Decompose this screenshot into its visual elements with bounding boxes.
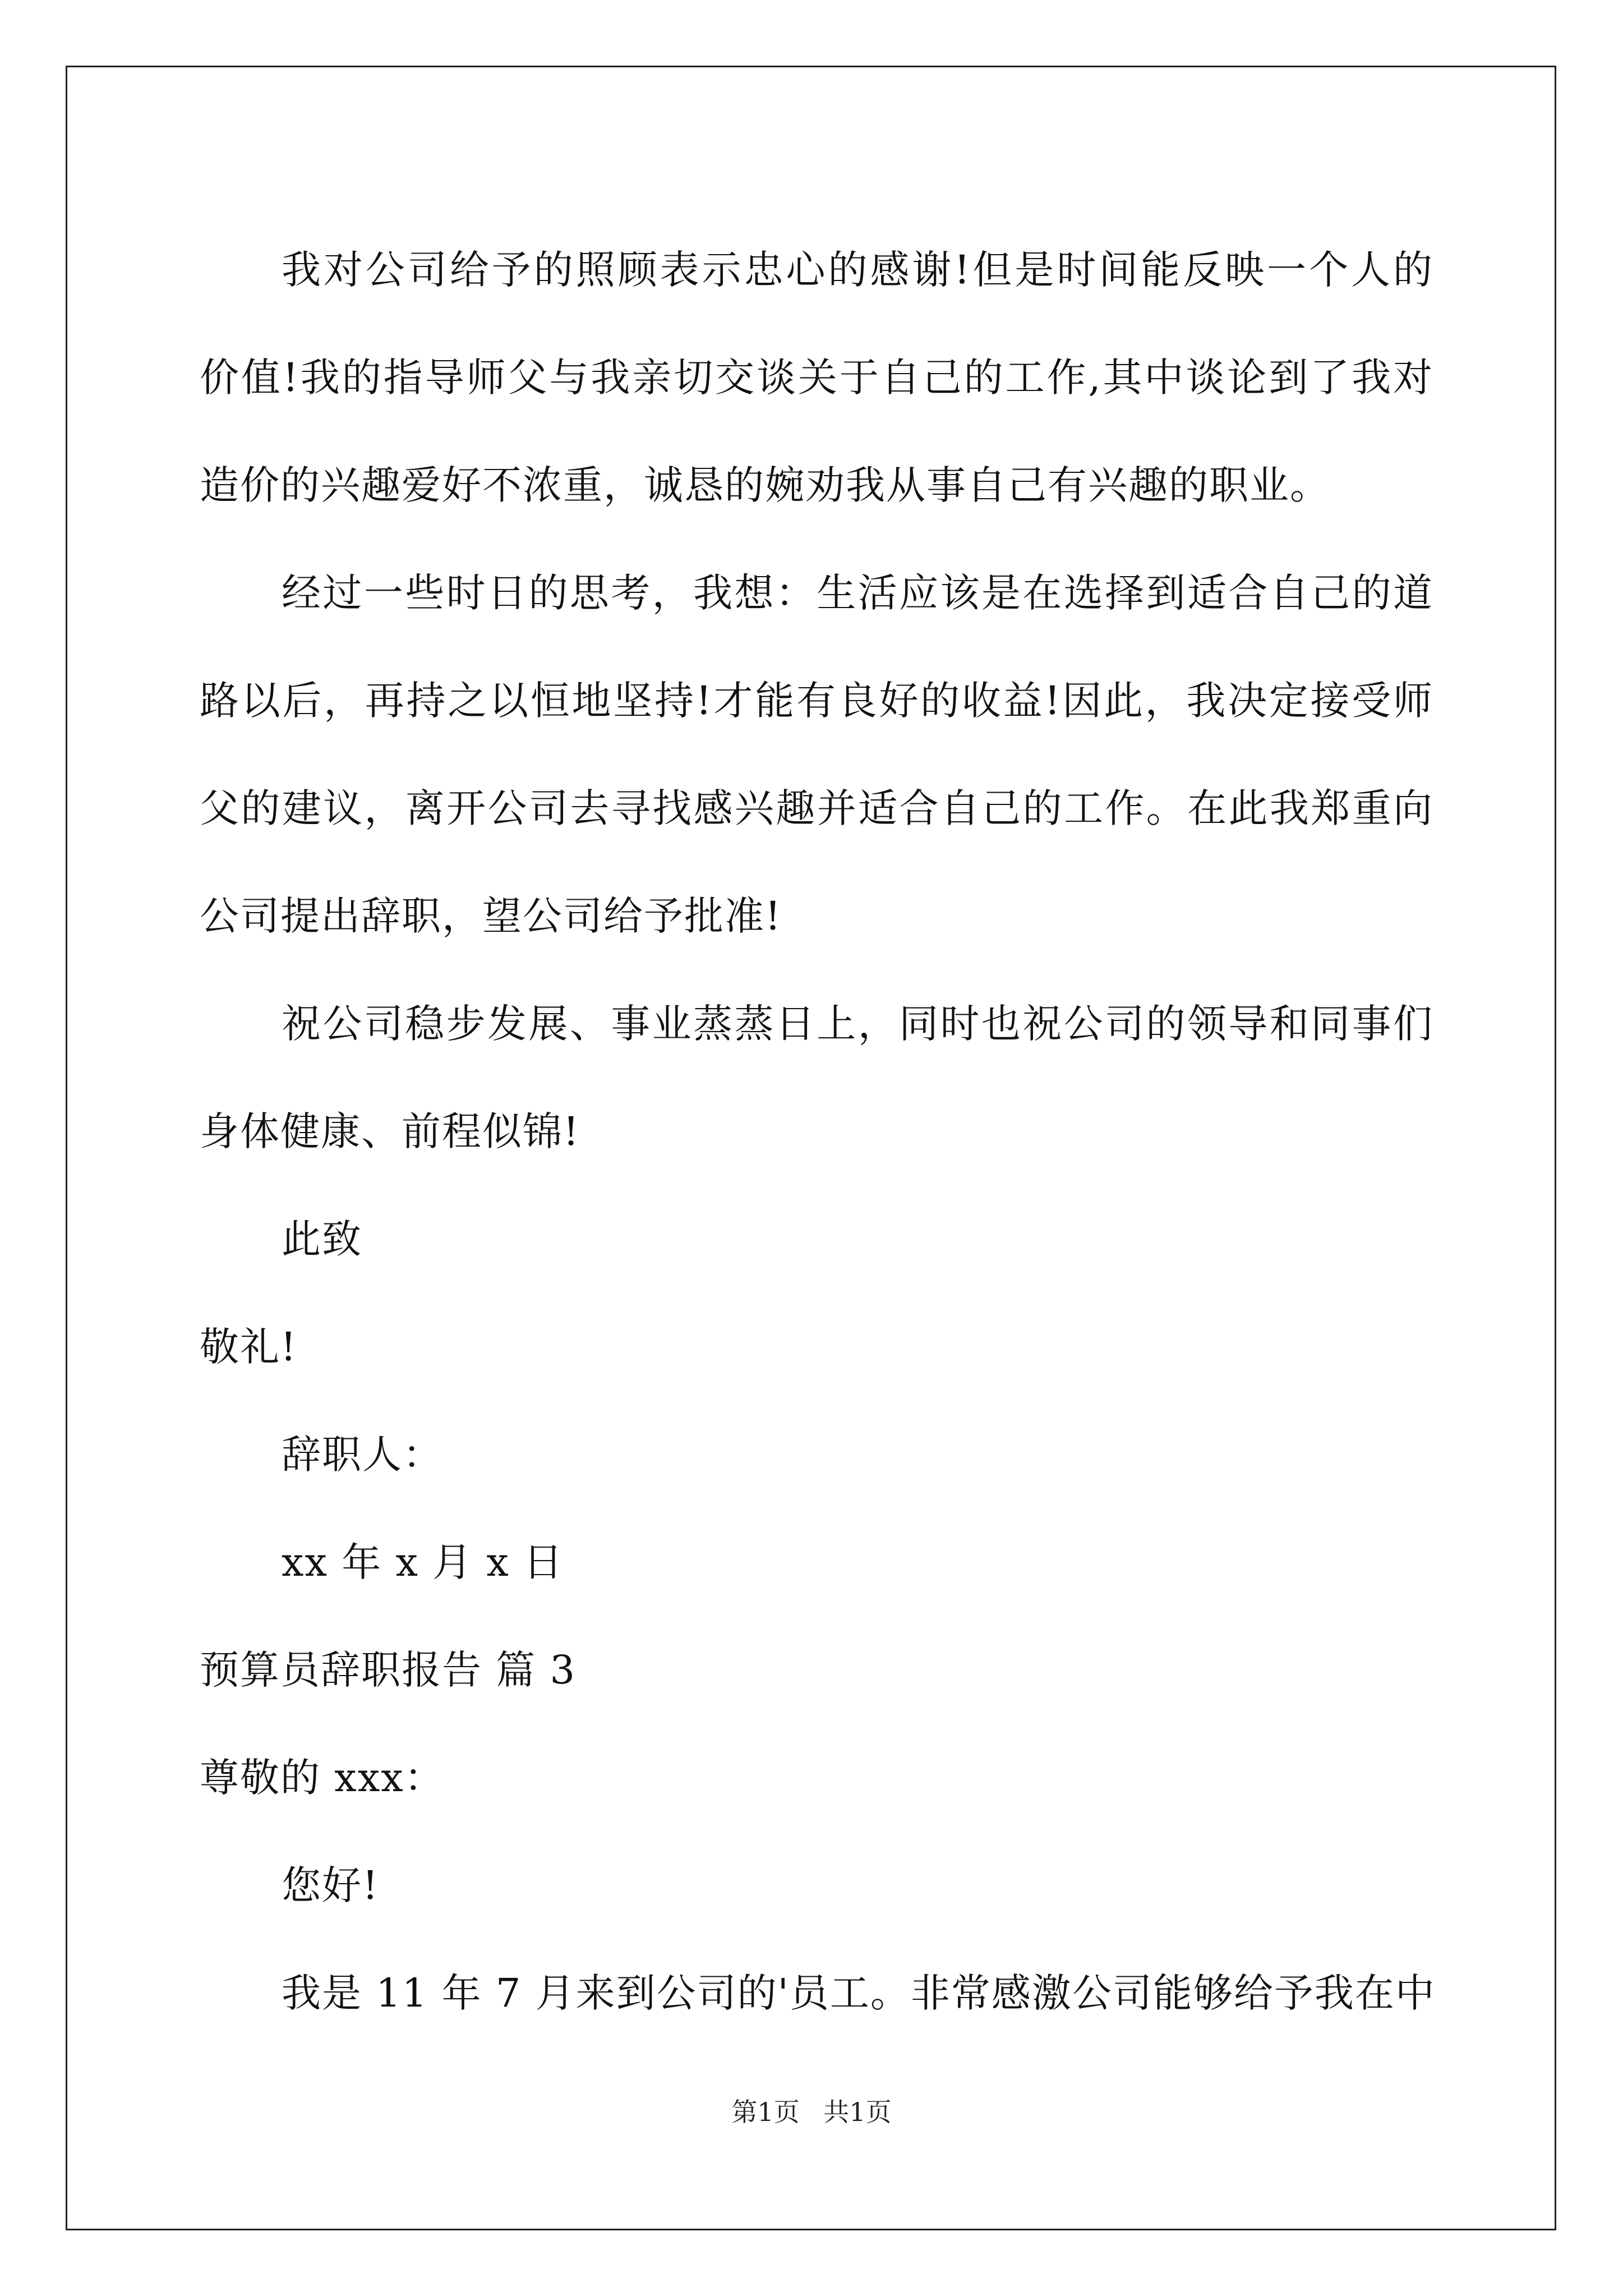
- text-line: 价值!我的指导师父与我亲切交谈关于自己的工作,其中谈论到了我对: [200, 355, 1433, 401]
- text-line: 祝公司稳步发展、事业蒸蒸日上，同时也祝公司的领导和同事们: [282, 1001, 1433, 1047]
- page-footer: 第1页 共1页: [731, 2097, 892, 2127]
- document-body: [200, 216, 1436, 2047]
- text-line: 父的建议，离开公司去寻找感兴趣并适合自己的工作。在此我郑重向: [200, 785, 1433, 831]
- text-line: 我是 11 年 7 月来到公司的'员工。非常感激公司能够给予我在中: [282, 1970, 1436, 2016]
- text-line: 路以后，再持之以恒地坚持!才能有良好的收益!因此，我决定接受师: [200, 678, 1433, 724]
- closing-regards: 敬礼!: [200, 1324, 298, 1370]
- greeting-recipient: 尊敬的 xxx：: [200, 1755, 445, 1801]
- signature-label: 辞职人：: [282, 1432, 443, 1478]
- greeting-hello: 您好!: [282, 1862, 380, 1908]
- text-line: 我对公司给予的照顾表示忠心的感谢!但是时间能反映一个人的: [282, 247, 1433, 293]
- text-line: 身体健康、前程似锦!: [200, 1108, 580, 1154]
- text-line: 公司提出辞职，望公司给予批准!: [200, 893, 782, 939]
- section-heading: 预算员辞职报告 篇 3: [200, 1647, 577, 1693]
- text-line: 经过一些时日的思考，我想：生活应该是在选择到适合自己的道: [282, 570, 1433, 616]
- closing-salutation: 此致: [282, 1216, 362, 1262]
- signature-date: xx 年 x 月 x 日: [282, 1539, 564, 1585]
- text-line: 造价的兴趣爱好不浓重，诚恳的婉劝我从事自己有兴趣的职业。: [200, 462, 1330, 508]
